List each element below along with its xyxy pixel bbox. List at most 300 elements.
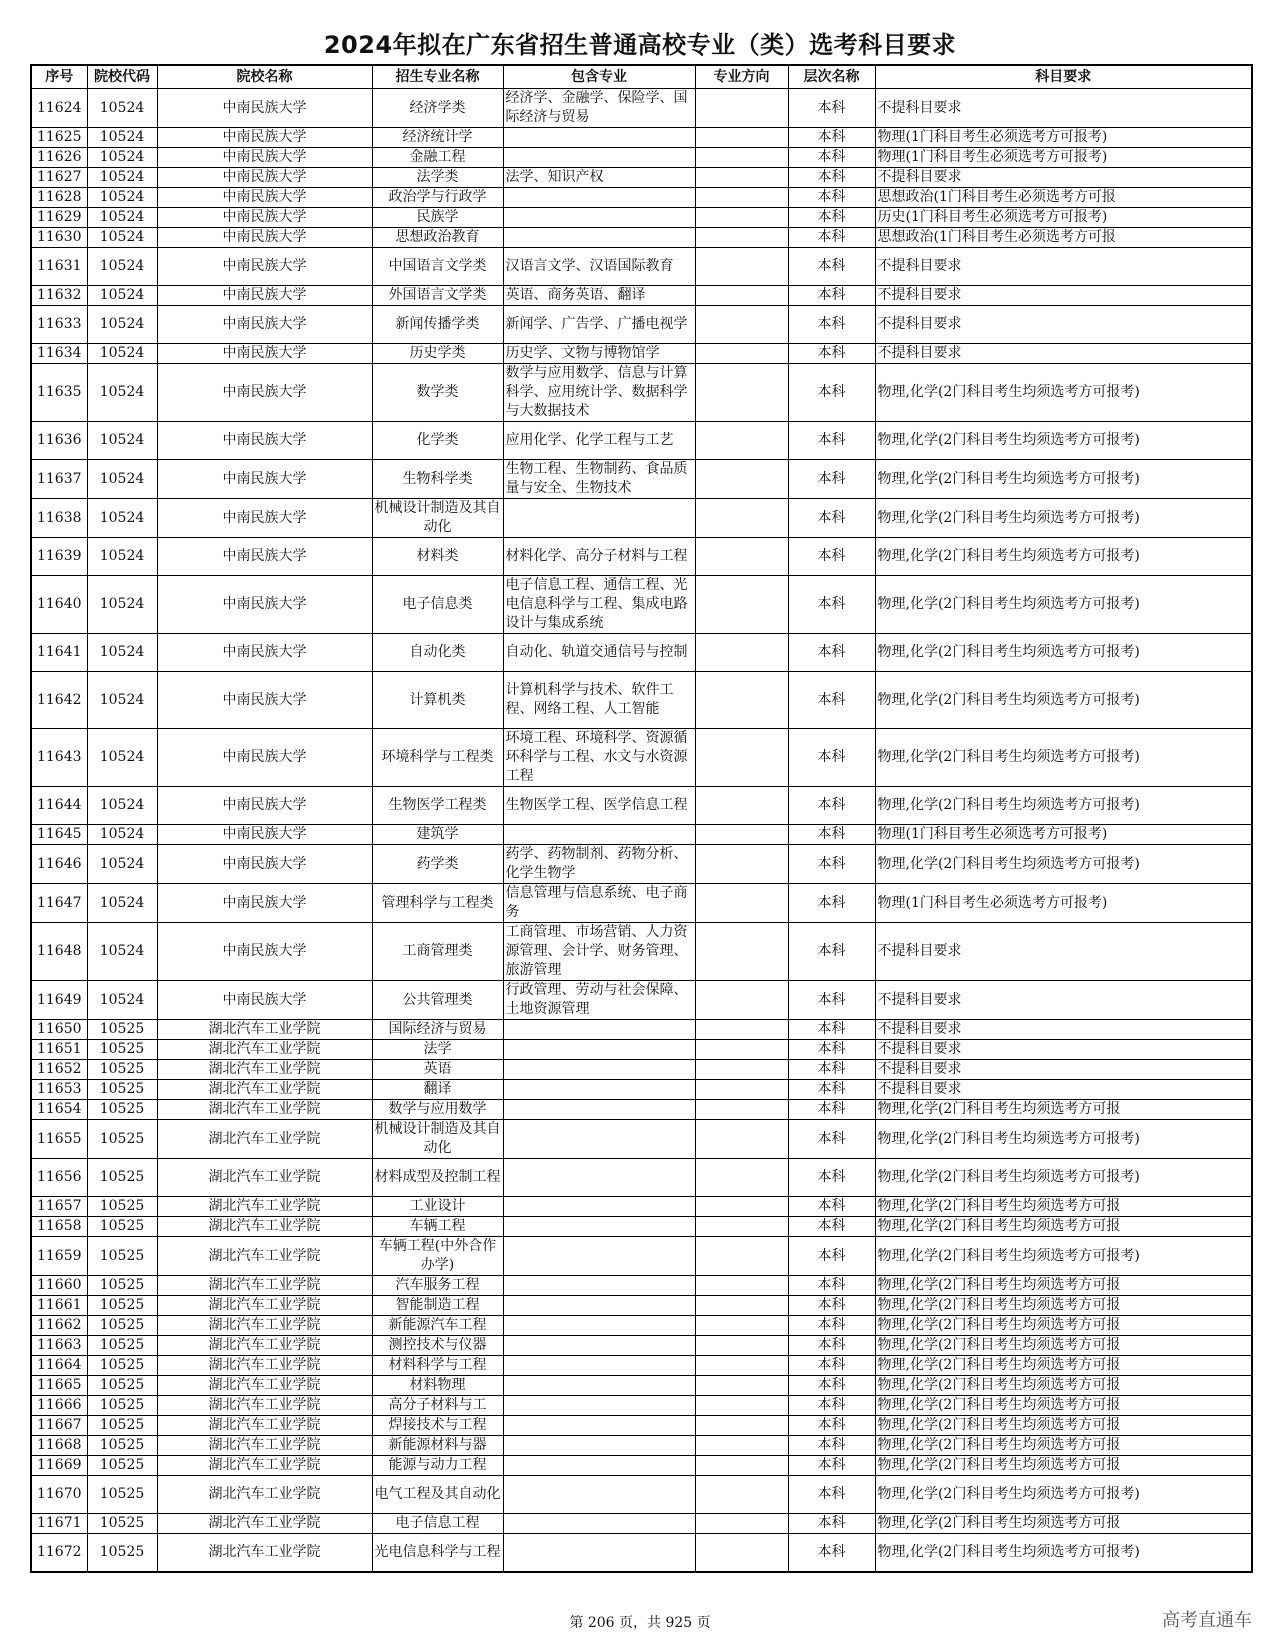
included-majors-cell: [503, 1316, 695, 1336]
seq-cell: 11625: [31, 128, 87, 148]
school-code-cell: 10525: [87, 1514, 157, 1534]
table-row: [31, 1276, 1252, 1296]
subject-req-cell: 物理,化学(2门科目考生均须选考方可报考): [875, 499, 1252, 538]
school-code-cell: 10524: [87, 634, 157, 672]
included-majors-cell: [503, 1514, 695, 1534]
major-name-cell: 机械设计制造及其自动化: [372, 499, 503, 538]
included-majors-cell: 应用化学、化学工程与工艺: [503, 422, 695, 460]
direction-cell: [695, 1416, 788, 1436]
included-majors-cell: 工商管理、市场营销、人力资源管理、会计学、财务管理、旅游管理: [503, 923, 695, 981]
seq-cell: 11643: [31, 729, 87, 787]
included-majors-cell: [503, 1100, 695, 1120]
level-cell: 本科: [788, 981, 875, 1020]
major-name-cell: 材料物理: [372, 1376, 503, 1396]
included-majors-cell: 经济学、金融学、保险学、国际经济与贸易: [503, 89, 695, 128]
direction-cell: [695, 1237, 788, 1276]
direction-cell: [695, 1356, 788, 1376]
table-row: [31, 1514, 1252, 1534]
direction-cell: [695, 634, 788, 672]
school-name-cell: 中南民族大学: [157, 364, 372, 422]
school-code-cell: 10525: [87, 1296, 157, 1316]
direction-cell: [695, 1276, 788, 1296]
subject-req-cell: 物理,化学(2门科目考生均须选考方可报: [875, 1100, 1252, 1120]
level-cell: 本科: [788, 538, 875, 576]
school-code-cell: 10525: [87, 1456, 157, 1476]
school-name-cell: 中南民族大学: [157, 286, 372, 306]
table-row: [31, 1356, 1252, 1376]
table-row: [31, 1296, 1252, 1316]
seq-cell: 11631: [31, 248, 87, 286]
direction-cell: [695, 499, 788, 538]
direction-cell: [695, 729, 788, 787]
subject-req-cell: 物理,化学(2门科目考生均须选考方可报: [875, 1336, 1252, 1356]
subject-req-cell: 物理,化学(2门科目考生均须选考方可报考): [875, 576, 1252, 634]
table-row: [31, 1336, 1252, 1356]
school-name-cell: 湖北汽车工业学院: [157, 1296, 372, 1316]
direction-cell: [695, 1040, 788, 1060]
direction-cell: [695, 1159, 788, 1197]
seq-cell: 11656: [31, 1159, 87, 1197]
included-majors-cell: 生物工程、生物制药、食品质量与安全、生物技术: [503, 460, 695, 499]
seq-cell: 11641: [31, 634, 87, 672]
table-row: [31, 634, 1252, 672]
seq-cell: 11665: [31, 1376, 87, 1396]
included-majors-cell: [503, 1356, 695, 1376]
subject-req-cell: 物理(1门科目考生必须选考方可报考): [875, 148, 1252, 168]
school-code-cell: 10524: [87, 148, 157, 168]
subject-req-cell: 物理,化学(2门科目考生均须选考方可报考): [875, 729, 1252, 787]
subject-req-cell: 物理,化学(2门科目考生均须选考方可报考): [875, 672, 1252, 729]
included-majors-cell: [503, 1336, 695, 1356]
school-name-cell: 中南民族大学: [157, 825, 372, 845]
school-code-cell: 10524: [87, 499, 157, 538]
level-cell: 本科: [788, 634, 875, 672]
school-name-cell: 中南民族大学: [157, 248, 372, 286]
level-cell: 本科: [788, 1376, 875, 1396]
major-name-cell: 自动化类: [372, 634, 503, 672]
school-name-cell: 中南民族大学: [157, 787, 372, 825]
school-code-cell: 10524: [87, 884, 157, 923]
seq-cell: 11626: [31, 148, 87, 168]
included-majors-cell: 信息管理与信息系统、电子商务: [503, 884, 695, 923]
included-majors-cell: 药学、药物制剂、药物分析、化学生物学: [503, 845, 695, 884]
major-name-cell: 智能制造工程: [372, 1296, 503, 1316]
major-name-cell: 思想政治教育: [372, 228, 503, 248]
included-majors-cell: [503, 499, 695, 538]
direction-cell: [695, 1060, 788, 1080]
seq-cell: 11624: [31, 89, 87, 128]
level-cell: 本科: [788, 499, 875, 538]
school-name-cell: 湖北汽车工业学院: [157, 1534, 372, 1572]
table-row: [31, 923, 1252, 981]
school-code-cell: 10525: [87, 1040, 157, 1060]
seq-cell: 11629: [31, 208, 87, 228]
direction-cell: [695, 923, 788, 981]
level-cell: 本科: [788, 344, 875, 364]
included-majors-cell: [503, 1456, 695, 1476]
table-row: [31, 1217, 1252, 1237]
subject-req-cell: 物理,化学(2门科目考生均须选考方可报考): [875, 1237, 1252, 1276]
table-row: [31, 1020, 1252, 1040]
direction-cell: [695, 344, 788, 364]
seq-cell: 11672: [31, 1534, 87, 1572]
school-code-cell: 10524: [87, 188, 157, 208]
subject-req-cell: 物理,化学(2门科目考生均须选考方可报考): [875, 634, 1252, 672]
school-code-cell: 10525: [87, 1316, 157, 1336]
major-name-cell: 中国语言文学类: [372, 248, 503, 286]
included-majors-cell: [503, 1080, 695, 1100]
major-name-cell: 汽车服务工程: [372, 1276, 503, 1296]
subject-req-cell: 不提科目要求: [875, 1040, 1252, 1060]
level-cell: 本科: [788, 1476, 875, 1514]
level-cell: 本科: [788, 248, 875, 286]
level-cell: 本科: [788, 168, 875, 188]
subject-req-cell: 物理,化学(2门科目考生均须选考方可报: [875, 1416, 1252, 1436]
school-name-cell: 中南民族大学: [157, 168, 372, 188]
major-name-cell: 公共管理类: [372, 981, 503, 1020]
level-cell: 本科: [788, 364, 875, 422]
direction-cell: [695, 1336, 788, 1356]
table-row: [31, 1376, 1252, 1396]
table-row: [31, 1436, 1252, 1456]
subject-req-cell: 物理,化学(2门科目考生均须选考方可报: [875, 1456, 1252, 1476]
subject-req-cell: 不提科目要求: [875, 286, 1252, 306]
school-name-cell: 中南民族大学: [157, 884, 372, 923]
seq-cell: 11633: [31, 306, 87, 344]
subject-req-cell: 物理,化学(2门科目考生均须选考方可报: [875, 1217, 1252, 1237]
table-row: [31, 128, 1252, 148]
table-row: [31, 286, 1252, 306]
included-majors-cell: [503, 148, 695, 168]
direction-cell: [695, 1316, 788, 1336]
subject-req-cell: 不提科目要求: [875, 168, 1252, 188]
level-cell: 本科: [788, 1514, 875, 1534]
seq-cell: 11661: [31, 1296, 87, 1316]
subject-req-cell: 物理,化学(2门科目考生均须选考方可报: [875, 1197, 1252, 1217]
included-majors-cell: [503, 128, 695, 148]
header-major-name: 招生专业名称: [372, 65, 503, 89]
seq-cell: 11650: [31, 1020, 87, 1040]
major-name-cell: 生物科学类: [372, 460, 503, 499]
school-code-cell: 10524: [87, 286, 157, 306]
level-cell: 本科: [788, 787, 875, 825]
school-code-cell: 10524: [87, 825, 157, 845]
included-majors-cell: [503, 1040, 695, 1060]
major-name-cell: 材料成型及控制工程: [372, 1159, 503, 1197]
page-title: 2024年拟在广东省招生普通高校专业（类）选考科目要求: [323, 31, 957, 59]
school-name-cell: 中南民族大学: [157, 128, 372, 148]
table-row: [31, 884, 1252, 923]
direction-cell: [695, 422, 788, 460]
major-name-cell: 建筑学: [372, 825, 503, 845]
direction-cell: [695, 1217, 788, 1237]
school-name-cell: 湖北汽车工业学院: [157, 1197, 372, 1217]
seq-cell: 11648: [31, 923, 87, 981]
major-name-cell: 民族学: [372, 208, 503, 228]
level-cell: 本科: [788, 1336, 875, 1356]
level-cell: 本科: [788, 306, 875, 344]
included-majors-cell: [503, 1276, 695, 1296]
table-header-row: [31, 65, 1252, 89]
table-row: [31, 422, 1252, 460]
school-code-cell: 10524: [87, 422, 157, 460]
major-name-cell: 管理科学与工程类: [372, 884, 503, 923]
school-name-cell: 中南民族大学: [157, 460, 372, 499]
school-code-cell: 10525: [87, 1356, 157, 1376]
direction-cell: [695, 228, 788, 248]
level-cell: 本科: [788, 672, 875, 729]
major-name-cell: 历史学类: [372, 344, 503, 364]
included-majors-cell: 生物医学工程、医学信息工程: [503, 787, 695, 825]
school-name-cell: 中南民族大学: [157, 148, 372, 168]
seq-cell: 11662: [31, 1316, 87, 1336]
major-name-cell: 光电信息科学与工程: [372, 1534, 503, 1572]
level-cell: 本科: [788, 1276, 875, 1296]
header-level: 层次名称: [788, 65, 875, 89]
school-code-cell: 10524: [87, 248, 157, 286]
seq-cell: 11644: [31, 787, 87, 825]
header-school-name: 院校名称: [157, 65, 372, 89]
included-majors-cell: [503, 1396, 695, 1416]
school-name-cell: 中南民族大学: [157, 422, 372, 460]
seq-cell: 11655: [31, 1120, 87, 1159]
subject-req-cell: 物理,化学(2门科目考生均须选考方可报考): [875, 787, 1252, 825]
direction-cell: [695, 1514, 788, 1534]
direction-cell: [695, 1456, 788, 1476]
school-code-cell: 10525: [87, 1534, 157, 1572]
school-name-cell: 中南民族大学: [157, 188, 372, 208]
header-direction: 专业方向: [695, 65, 788, 89]
seq-cell: 11659: [31, 1237, 87, 1276]
level-cell: 本科: [788, 1436, 875, 1456]
level-cell: 本科: [788, 460, 875, 499]
major-name-cell: 能源与动力工程: [372, 1456, 503, 1476]
school-code-cell: 10524: [87, 128, 157, 148]
school-name-cell: 湖北汽车工业学院: [157, 1237, 372, 1276]
direction-cell: [695, 128, 788, 148]
table-row: [31, 1197, 1252, 1217]
school-code-cell: 10525: [87, 1416, 157, 1436]
school-name-cell: 湖北汽车工业学院: [157, 1020, 372, 1040]
subject-req-cell: 物理,化学(2门科目考生均须选考方可报: [875, 1296, 1252, 1316]
level-cell: 本科: [788, 228, 875, 248]
school-code-cell: 10525: [87, 1436, 157, 1456]
direction-cell: [695, 672, 788, 729]
major-name-cell: 计算机类: [372, 672, 503, 729]
school-code-cell: 10525: [87, 1376, 157, 1396]
table-row: [31, 306, 1252, 344]
school-name-cell: 中南民族大学: [157, 538, 372, 576]
subject-req-cell: 不提科目要求: [875, 248, 1252, 286]
school-code-cell: 10525: [87, 1080, 157, 1100]
major-name-cell: 法学: [372, 1040, 503, 1060]
direction-cell: [695, 884, 788, 923]
included-majors-cell: 数学与应用数学、信息与计算科学、应用统计学、数据科学与大数据技术: [503, 364, 695, 422]
table-row: [31, 1100, 1252, 1120]
seq-cell: 11657: [31, 1197, 87, 1217]
table-row: [31, 89, 1252, 128]
school-code-cell: 10524: [87, 729, 157, 787]
subject-req-cell: 物理,化学(2门科目考生均须选考方可报: [875, 1514, 1252, 1534]
major-name-cell: 车辆工程: [372, 1217, 503, 1237]
included-majors-cell: 电子信息工程、通信工程、光电信息科学与工程、集成电路设计与集成系统: [503, 576, 695, 634]
seq-cell: 11666: [31, 1396, 87, 1416]
level-cell: 本科: [788, 1060, 875, 1080]
direction-cell: [695, 364, 788, 422]
major-name-cell: 测控技术与仪器: [372, 1336, 503, 1356]
seq-cell: 11642: [31, 672, 87, 729]
direction-cell: [695, 1020, 788, 1040]
subject-req-cell: 思想政治(1门科目考生必须选考方可报: [875, 188, 1252, 208]
table-row: [31, 672, 1252, 729]
major-name-cell: 机械设计制造及其自动化: [372, 1120, 503, 1159]
table-row: [31, 729, 1252, 787]
direction-cell: [695, 1476, 788, 1514]
table-row: [31, 1316, 1252, 1336]
level-cell: 本科: [788, 845, 875, 884]
brand-watermark: 高考直通车: [1162, 1610, 1252, 1631]
level-cell: 本科: [788, 1120, 875, 1159]
school-name-cell: 湖北汽车工业学院: [157, 1356, 372, 1376]
level-cell: 本科: [788, 825, 875, 845]
major-name-cell: 材料类: [372, 538, 503, 576]
table-row: [31, 460, 1252, 499]
seq-cell: 11640: [31, 576, 87, 634]
included-majors-cell: 汉语言文学、汉语国际教育: [503, 248, 695, 286]
subject-req-cell: 物理,化学(2门科目考生均须选考方可报考): [875, 1476, 1252, 1514]
direction-cell: [695, 89, 788, 128]
school-code-cell: 10525: [87, 1060, 157, 1080]
included-majors-cell: 新闻学、广告学、广播电视学: [503, 306, 695, 344]
subject-req-cell: 物理,化学(2门科目考生均须选考方可报: [875, 1276, 1252, 1296]
table-row: [31, 1456, 1252, 1476]
school-name-cell: 湖北汽车工业学院: [157, 1436, 372, 1456]
subject-req-cell: 不提科目要求: [875, 89, 1252, 128]
level-cell: 本科: [788, 576, 875, 634]
subject-req-cell: 不提科目要求: [875, 1020, 1252, 1040]
major-name-cell: 经济统计学: [372, 128, 503, 148]
major-name-cell: 数学与应用数学: [372, 1100, 503, 1120]
level-cell: 本科: [788, 1100, 875, 1120]
school-name-cell: 湖北汽车工业学院: [157, 1120, 372, 1159]
direction-cell: [695, 981, 788, 1020]
school-name-cell: 中南民族大学: [157, 89, 372, 128]
school-code-cell: 10524: [87, 576, 157, 634]
major-name-cell: 车辆工程(中外合作办学): [372, 1237, 503, 1276]
school-code-cell: 10524: [87, 538, 157, 576]
school-code-cell: 10525: [87, 1396, 157, 1416]
school-name-cell: 湖北汽车工业学院: [157, 1476, 372, 1514]
school-name-cell: 中南民族大学: [157, 208, 372, 228]
table-row: [31, 228, 1252, 248]
table-row: [31, 576, 1252, 634]
major-name-cell: 高分子材料与工: [372, 1396, 503, 1416]
included-majors-cell: [503, 1376, 695, 1396]
level-cell: 本科: [788, 1316, 875, 1336]
major-name-cell: 英语: [372, 1060, 503, 1080]
subject-req-cell: 物理,化学(2门科目考生均须选考方可报考): [875, 1159, 1252, 1197]
direction-cell: [695, 1436, 788, 1456]
direction-cell: [695, 787, 788, 825]
subject-req-cell: 物理,化学(2门科目考生均须选考方可报考): [875, 1120, 1252, 1159]
page-footer: 第 206 页，共 925 页: [569, 1615, 711, 1631]
school-code-cell: 10525: [87, 1197, 157, 1217]
subject-req-cell: 不提科目要求: [875, 344, 1252, 364]
included-majors-cell: [503, 1534, 695, 1572]
level-cell: 本科: [788, 1456, 875, 1476]
included-majors-cell: [503, 1060, 695, 1080]
school-code-cell: 10524: [87, 672, 157, 729]
direction-cell: [695, 1197, 788, 1217]
school-name-cell: 湖北汽车工业学院: [157, 1336, 372, 1356]
level-cell: 本科: [788, 128, 875, 148]
seq-cell: 11645: [31, 825, 87, 845]
direction-cell: [695, 1534, 788, 1572]
seq-cell: 11664: [31, 1356, 87, 1376]
school-code-cell: 10525: [87, 1120, 157, 1159]
seq-cell: 11627: [31, 168, 87, 188]
level-cell: 本科: [788, 1080, 875, 1100]
subject-req-cell: 物理,化学(2门科目考生均须选考方可报: [875, 1356, 1252, 1376]
included-majors-cell: 计算机科学与技术、软件工程、网络工程、人工智能: [503, 672, 695, 729]
direction-cell: [695, 1120, 788, 1159]
level-cell: 本科: [788, 923, 875, 981]
header-included-majors: 包含专业: [503, 65, 695, 89]
subject-req-cell: 历史(1门科目考生必须选考方可报考): [875, 208, 1252, 228]
table-row: [31, 248, 1252, 286]
level-cell: 本科: [788, 884, 875, 923]
direction-cell: [695, 286, 788, 306]
seq-cell: 11638: [31, 499, 87, 538]
seq-cell: 11649: [31, 981, 87, 1020]
major-name-cell: 环境科学与工程类: [372, 729, 503, 787]
school-name-cell: 中南民族大学: [157, 344, 372, 364]
included-majors-cell: [503, 825, 695, 845]
included-majors-cell: [503, 1476, 695, 1514]
school-code-cell: 10525: [87, 1020, 157, 1040]
included-majors-cell: 法学、知识产权: [503, 168, 695, 188]
major-name-cell: 药学类: [372, 845, 503, 884]
major-name-cell: 电气工程及其自动化: [372, 1476, 503, 1514]
school-code-cell: 10524: [87, 208, 157, 228]
major-name-cell: 数学类: [372, 364, 503, 422]
school-code-cell: 10524: [87, 364, 157, 422]
school-code-cell: 10524: [87, 981, 157, 1020]
table-row: [31, 1060, 1252, 1080]
included-majors-cell: 历史学、文物与博物馆学: [503, 344, 695, 364]
header-subject-req: 科目要求: [875, 65, 1252, 89]
direction-cell: [695, 1296, 788, 1316]
school-name-cell: 中南民族大学: [157, 845, 372, 884]
subject-req-cell: 物理,化学(2门科目考生均须选考方可报考): [875, 538, 1252, 576]
major-name-cell: 工商管理类: [372, 923, 503, 981]
school-name-cell: 湖北汽车工业学院: [157, 1159, 372, 1197]
seq-cell: 11667: [31, 1416, 87, 1436]
direction-cell: [695, 1396, 788, 1416]
school-name-cell: 中南民族大学: [157, 499, 372, 538]
major-name-cell: 经济学类: [372, 89, 503, 128]
table-row: [31, 364, 1252, 422]
level-cell: 本科: [788, 729, 875, 787]
table-row: [31, 208, 1252, 228]
school-name-cell: 湖北汽车工业学院: [157, 1316, 372, 1336]
included-majors-cell: 自动化、轨道交通信号与控制: [503, 634, 695, 672]
included-majors-cell: [503, 1436, 695, 1456]
table-row: [31, 1476, 1252, 1514]
table-row: [31, 1120, 1252, 1159]
included-majors-cell: 环境工程、环境科学、资源循环科学与工程、水文与水资源工程: [503, 729, 695, 787]
direction-cell: [695, 845, 788, 884]
